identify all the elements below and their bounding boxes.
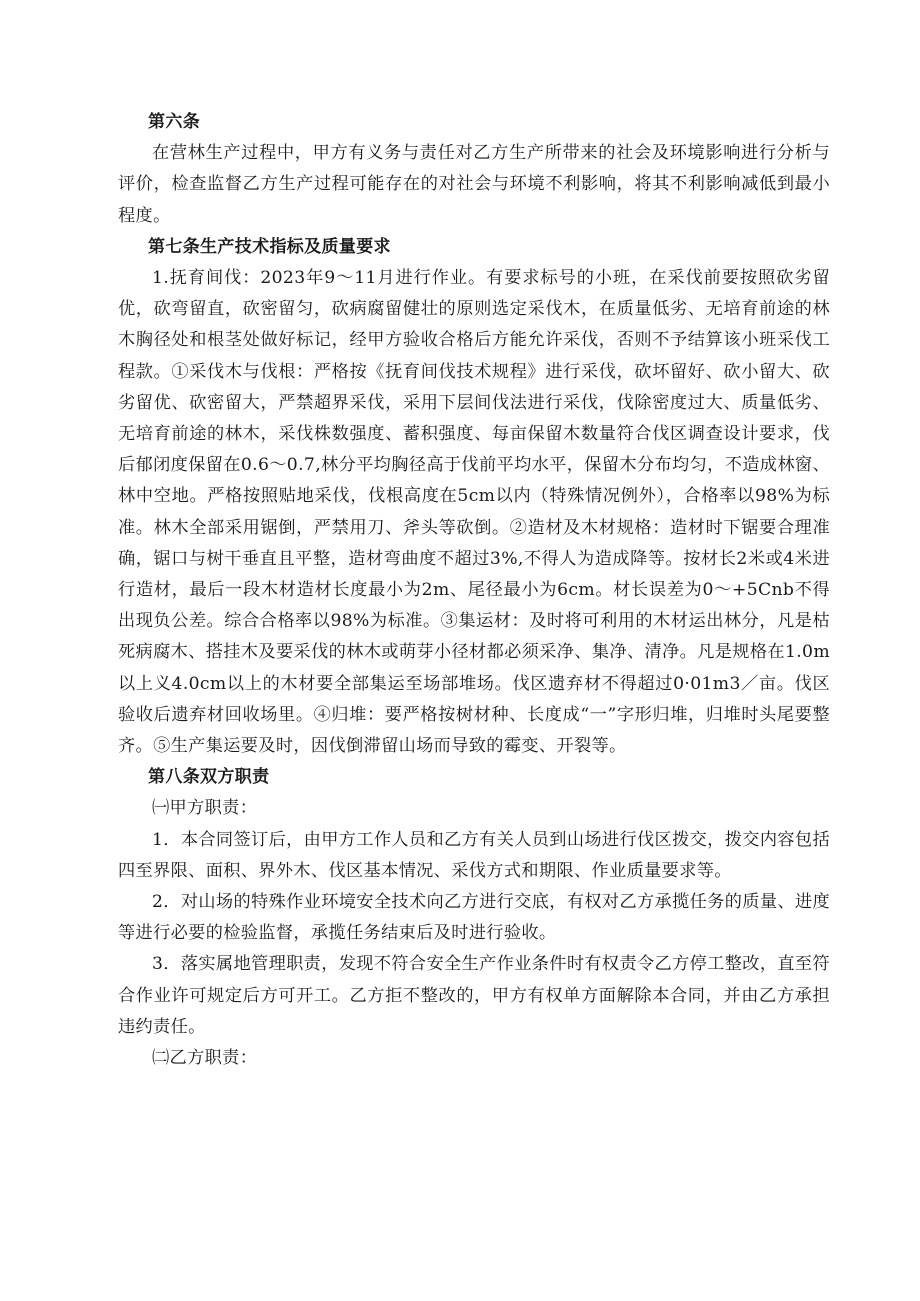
party-a-item-2: 2．对山场的特殊作业环境安全技术向乙方进行交底，有权对乙方承揽任务的质量、进度等进行必要的检验监督，承揽任务结束后及时进行验收。 — [118, 892, 830, 944]
article-6-body: 在营林生产过程中，甲方有义务与责任对乙方生产所带来的社会及环境影响进行分析与评价，检查监督乙方生产过程可能存在的对社会与环境不利影响，将其不利影响减低到最小程度。 — [118, 143, 830, 226]
article-8-title: 第八条双方职责 — [148, 767, 270, 788]
article-7-title: 第七条生产技术指标及质量要求 — [148, 236, 391, 257]
party-a-heading: ㈠甲方职责： — [152, 798, 258, 819]
party-b-heading: ㈡乙方职责： — [152, 1048, 258, 1069]
contract-text — [118, 107, 830, 1074]
party-a-item-1: 1．本合同签订后，由甲方工作人员和乙方有关人员到山场进行伐区拨交，拨交内容包括四至界限、面积、界外木、伐区基本情况、采伐方式和期限、作业质量要求等。 — [118, 829, 830, 881]
party-a-item-3: 3．落实属地管理职责，发现不符合安全生产作业条件时有权责令乙方停工整改，直至符合作业许可规定后方可开工。乙方拒不整改的，甲方有权单方面解除本合同，并由乙方承担违约责任。 — [118, 954, 830, 1037]
article-7-body: 1.抚育间伐：2023年9～11月进行作业。有要求标号的小班，在采伐前要按照砍劣留优，砍弯留直，砍密留匀，砍病腐留健壮的原则选定采伐木，在质量低劣、无培育前途的林木胸径处和根茎处做好标记，经甲方验收合格后方能允许采伐，否则不予结算该小班采伐工程款。①采伐木与伐根：严格按《抚育间伐技术规程》进行采伐，砍坏留好、砍小留大、砍劣留优、砍密留大，严禁超界采伐，采用下层间伐法进行采伐，伐除密度过大、质量低劣、无培育前途的林木，采伐株数强度、蓄积强度、每亩保留木数量符合伐区调查设计要求，伐后郁闭度保留在0.6～0.7,林分平均胸径高于伐前平均水平，保留木分布均匀，不造成林窗、林中空地。严格按照贴地采伐，伐根高度在5cm以内（特殊情况例外），合格率以98%为标准。林木全部采用锯倒，严禁用刀、斧头等砍倒。②造材及木材规格：造材时下锯要合理准确，锯口与树干垂直且平整，造材弯曲度不超过3%,不得人为造成降等。按材长2米或4米进行造材，最后一段木材造材长度最小为2m、尾径最小为6cm。材长误差为0～+5Cnb不得出现负公差。综合合格率以98%为标准。③集运材：及时将可利用的木材运出林分，凡是枯死病腐木、搭挂木及要采伐的林木或萌芽小径材都必须采净、集净、清净。凡是规格在1.0m以上义4.0cm以上的木材要全部集运至场部堆场。伐区遗弃材不得超过0·01m3／亩。伐区验收后遗弃材回收场里。④归堆：要严格按树材种、长度成“一”字形归堆，归堆时头尾要整齐。⑤生产集运要及时，因伐倒滞留山场而导致的霉变、开裂等。 — [118, 268, 830, 757]
article-6-title: 第六条 — [148, 112, 201, 132]
